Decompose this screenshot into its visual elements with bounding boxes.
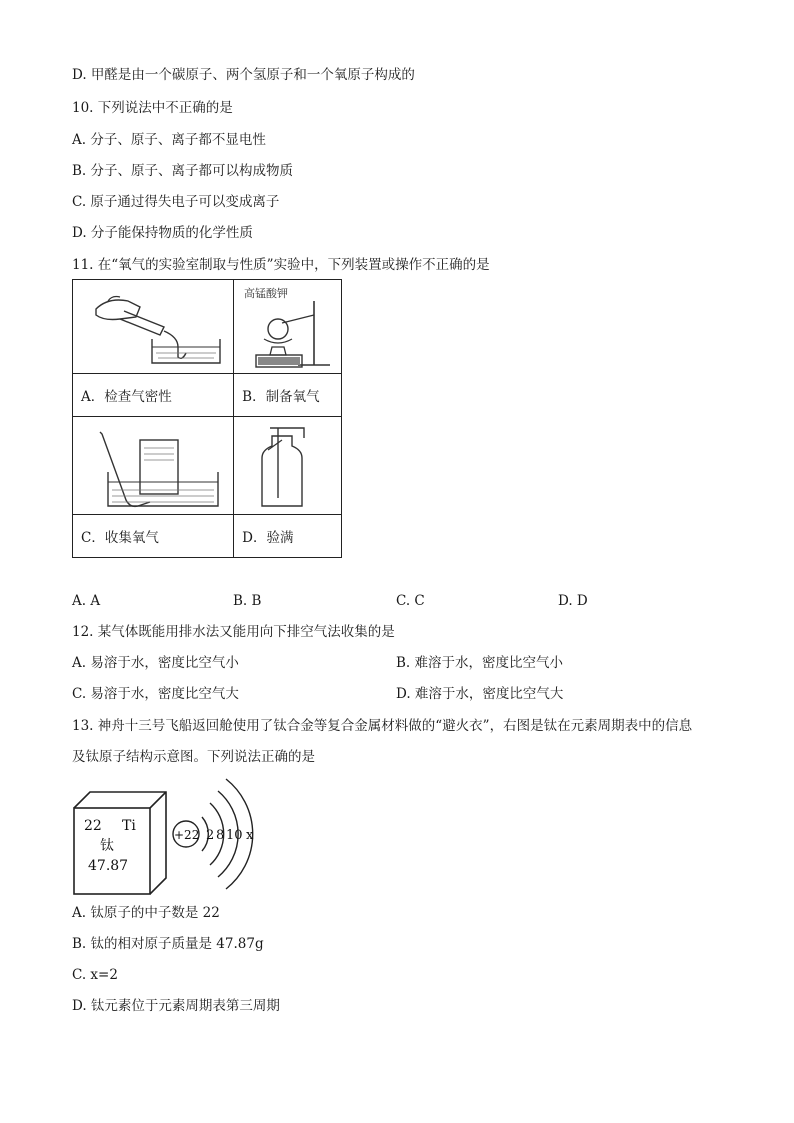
nucleus-charge: +22 xyxy=(174,828,200,842)
q10-option-d: D. 分子能保持物质的化学性质 xyxy=(72,225,253,241)
airtightness-check-icon xyxy=(78,287,228,367)
q10-stem: 10. 下列说法中不正确的是 xyxy=(72,100,233,116)
q10-option-c: C. 原子通过得失电子可以变成离子 xyxy=(72,194,280,210)
element-symbol: Ti xyxy=(122,818,136,834)
q12-option-c: C. 易溶于水，密度比空气大 xyxy=(72,686,239,702)
q11-stem: 11. 在“氧气的实验室制取与性质”实验中，下列装置或操作不正确的是 xyxy=(72,257,490,273)
q11-cell-b-label: 高锰酸钾 xyxy=(243,286,288,300)
q13-stem-line1: 13. 神舟十三号飞船返回舱使用了钛合金等复合金属材料做的“避火衣”，右图是钛在元素周期表中的信息 xyxy=(72,718,693,734)
shell-3-count: 10 xyxy=(226,828,243,843)
q13-option-b: B. 钛的相对原子质量是 47.87g xyxy=(72,936,264,952)
element-atomic-mass: 47.87 xyxy=(88,858,129,874)
q11-cell-c-caption: C．收集氧气 xyxy=(73,515,234,558)
q10-option-b: B. 分子、原子、离子都可以构成物质 xyxy=(72,163,294,179)
q9-option-d: D. 甲醛是由一个碳原子、两个氢原子和一个氧原子构成的 xyxy=(72,67,415,83)
element-name: 钛 xyxy=(100,838,114,854)
q13-option-a: A. 钛原子的中子数是 22 xyxy=(72,905,220,921)
q11-cell-d-image xyxy=(234,417,342,515)
q11-cell-b-image xyxy=(234,280,342,374)
q11-cell-a-image xyxy=(73,280,234,374)
q11-cell-b-caption: B．制备氧气 xyxy=(234,374,342,417)
shell-1-count: 2 xyxy=(206,828,215,843)
q12-option-b: B. 难溶于水，密度比空气小 xyxy=(396,655,564,671)
element-atomic-number: 22 xyxy=(84,818,102,834)
oxygen-preparation-icon xyxy=(238,285,338,369)
q13-option-c: C. x=2 xyxy=(72,967,118,983)
q12-option-d: D. 难溶于水，密度比空气大 xyxy=(396,686,564,702)
q11-answer-a: A. A xyxy=(72,593,101,609)
shell-4-count: x xyxy=(246,828,254,843)
q11-answer-b: B. B xyxy=(233,593,262,609)
q12-option-a: A. 易溶于水，密度比空气小 xyxy=(72,655,239,671)
gas-bottle-test-icon xyxy=(238,422,338,510)
element-cell-titanium xyxy=(72,790,168,896)
atomic-structure-diagram xyxy=(170,775,270,893)
q11-answer-c: C. C xyxy=(396,593,425,609)
q11-answer-d: D. D xyxy=(558,593,588,609)
q11-cell-c-image xyxy=(73,417,234,515)
gas-collection-icon xyxy=(78,422,228,510)
q11-cell-a-caption: A．检查气密性 xyxy=(73,374,234,417)
q13-option-d: D. 钛元素位于元素周期表第三周期 xyxy=(72,998,280,1014)
q12-stem: 12. 某气体既能用排水法又能用向下排空气法收集的是 xyxy=(72,624,395,640)
q13-stem-line2: 及钛原子结构示意图。下列说法正确的是 xyxy=(72,749,315,765)
q11-apparatus-table xyxy=(72,279,342,558)
q10-option-a: A. 分子、原子、离子都不显电性 xyxy=(72,132,266,148)
shell-2-count: 8 xyxy=(216,828,225,843)
q11-cell-d-caption: D．验满 xyxy=(234,515,342,558)
